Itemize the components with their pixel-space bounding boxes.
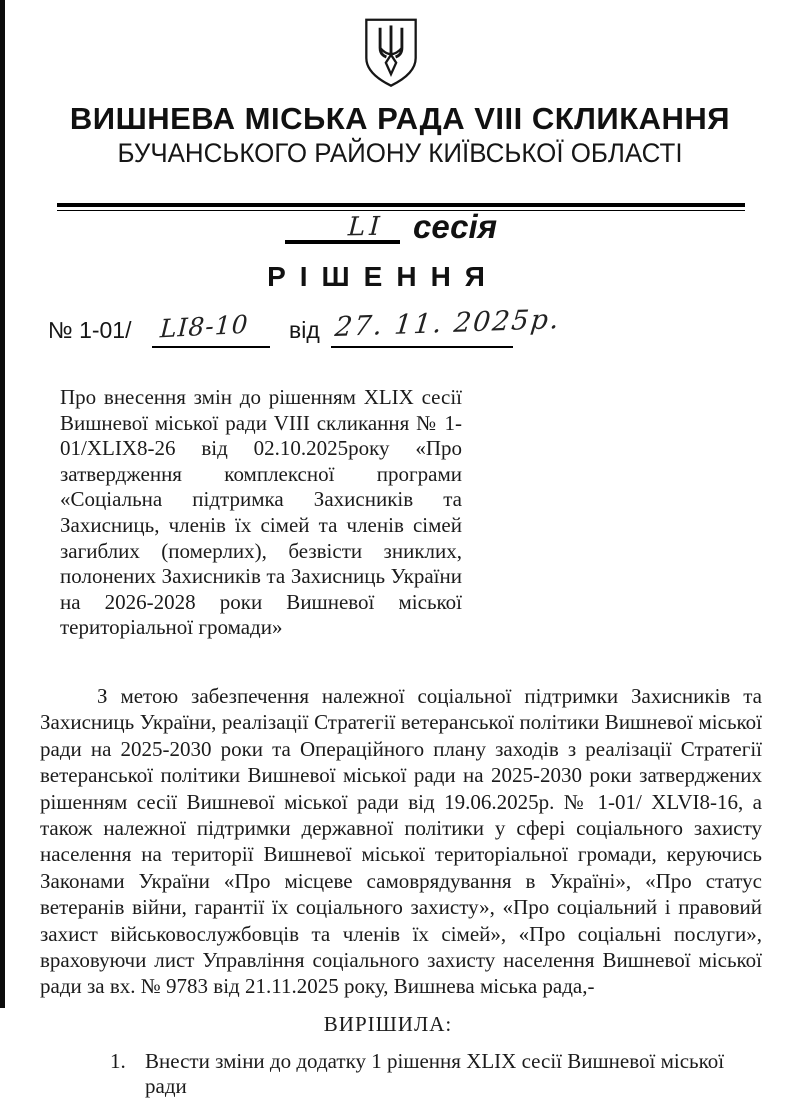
session-line <box>0 208 800 257</box>
decision-number-handwritten: LI8-10 <box>159 309 250 344</box>
decision-number-line <box>48 303 608 355</box>
decision-number-underline <box>152 310 270 348</box>
session-number-handwritten: LI <box>347 211 385 243</box>
session-label: сесія <box>413 208 498 245</box>
list-item <box>110 1049 755 1099</box>
preamble-paragraph: З метою забезпечення належної соціальної підтримки Захисників та Захисниць України, реалізації Стратегії ветеранської політики Вишневої міської ради на 2025-2030 роки та Операційного плану заходів з реалізації Стратегії ветеранської політики Вишневої міської ради на 2025-2030 роки затверджених рішенням сесії Вишневої міської ради від 19.06.2025р. № 1-01/ XLVI8-16, а також належної підтримки державної політики у сфері соціального захисту населення на території Вишневої міської територіальної громади, керуючись Законами України «Про місцеве самоврядування в Україні», «Про статус ветеранів війни, гарантії їх соціального захисту», «Про соціальний і правовий захист військовослужбовців та членів їх сімей», «Про соціальні послуги», враховуючи лист Управління соціального захисту населення Вишневої міської ради за вх. № 9783 від 21.11.2025 року, Вишнева міська рада,- <box>40 684 762 999</box>
date-handwritten: 27. 11. 2025р. <box>333 303 563 344</box>
scan-edge-artifact <box>0 0 5 1008</box>
decision-subject-paragraph: Про внесення змін до рішенням XLIX сесії Вишневої міської ради VIII скликання № 1-01/XLIX8-26 від 02.10.2025року «Про затвердження комплексної програми «Соціальна підтримка Захисників та Захисниць, членів їх сімей та членів сімей загиблих (померлих), безвісти зниклих, полонених Захисників та Захисниць України на 2026-2028 роки Вишневої міської територіальної громади» <box>60 385 462 640</box>
resolved-heading: ВИРІШИЛА: <box>323 1012 453 1036</box>
list-item-number: 1. <box>110 1049 126 1073</box>
decision-heading: РІШЕННЯ <box>267 261 499 292</box>
list-item-text: Внести зміни до додатку 1 рішення XLIX сесії Вишневої міської ради <box>145 1049 725 1098</box>
date-underline <box>331 303 563 348</box>
header-divider-rule <box>57 203 745 211</box>
council-title: ВИШНЕВА МІСЬКА РАДА VIII СКЛИКАННЯ <box>69 101 731 136</box>
council-subtitle: БУЧАНСЬКОГО РАЙОНУ КИЇВСЬКОЇ ОБЛАСТІ <box>117 138 683 168</box>
decision-number-prefix: № 1-01/ <box>48 317 132 343</box>
ukraine-trident-coat-of-arms-icon <box>362 18 420 88</box>
date-label: від <box>289 317 320 343</box>
